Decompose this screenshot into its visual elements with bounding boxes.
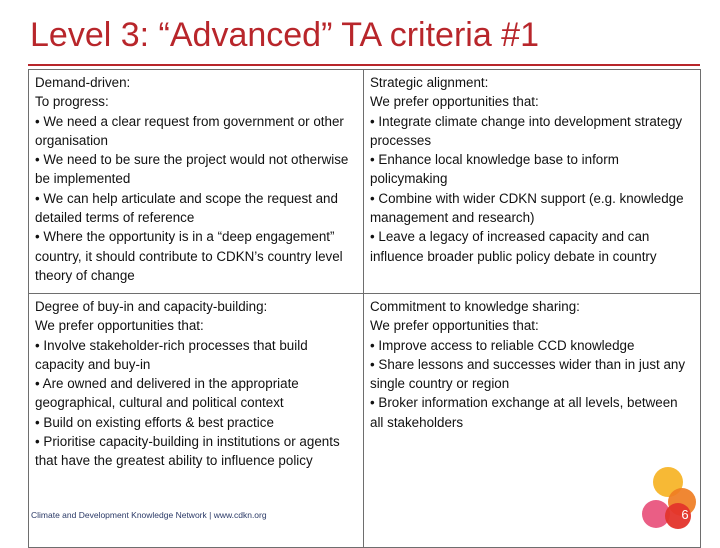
cell-intro: We prefer opportunities that:	[35, 318, 204, 334]
bullet-item: • Build on existing efforts & best practice	[35, 414, 274, 430]
bullet-item: • Are owned and delivered in the appropriate geographical, cultural and political context	[35, 376, 299, 411]
cell-intro: We prefer opportunities that:	[370, 94, 539, 110]
bullet-item: • Involve stakeholder-rich processes that build capacity and buy-in	[35, 337, 308, 372]
bullet-item: • We can help articulate and scope the request and detailed terms of reference	[35, 190, 338, 226]
bullet-item: • Integrate climate change into development strategy processes	[370, 113, 683, 148]
table-row	[29, 70, 701, 294]
cell-demand-driven	[29, 70, 364, 294]
cell-title: Commitment to knowledge sharing:	[370, 299, 580, 314]
cell-intro: We prefer opportunities that:	[370, 318, 539, 334]
cell-intro: To progress:	[35, 94, 109, 110]
title-underline	[28, 64, 700, 66]
footer-text: Climate and Development Knowledge Network | www.cdkn.org	[31, 510, 267, 520]
bullet-item: • We need a clear request from government or other organisation	[35, 113, 344, 148]
cell-title: Demand-driven:	[35, 75, 131, 90]
page-number: 6	[681, 507, 689, 522]
cell-title: Strategic alignment:	[370, 75, 489, 90]
bullet-item: • Broker information exchange at all levels, between all stakeholders	[370, 395, 678, 430]
bullet-item: • Share lessons and successes wider than in just any single country or region	[370, 356, 686, 392]
bullet-item: • Where the opportunity is in a “deep engagement” country, it should contribute to CDKN’s country level theory of change	[35, 229, 343, 283]
cell-strategic-alignment	[364, 70, 701, 294]
criteria-table	[28, 69, 701, 548]
bullet-item: • Prioritise capacity-building in institutions or agents that have the greatest ability to influence policy	[35, 434, 340, 469]
bullet-item: • We need to be sure the project would not otherwise be implemented	[35, 152, 349, 187]
bullet-item: • Improve access to reliable CCD knowledge	[370, 337, 635, 353]
bullet-item: • Combine with wider CDKN support (e.g. knowledge management and research)	[370, 190, 684, 226]
bullet-item: • Enhance local knowledge base to inform policymaking	[370, 152, 619, 187]
cell-title: Degree of buy-in and capacity-building:	[35, 299, 268, 314]
bullet-item: • Leave a legacy of increased capacity and can influence broader public policy debate in country	[370, 229, 657, 264]
slide-title: Level 3: “Advanced” TA criteria #1	[30, 16, 540, 54]
